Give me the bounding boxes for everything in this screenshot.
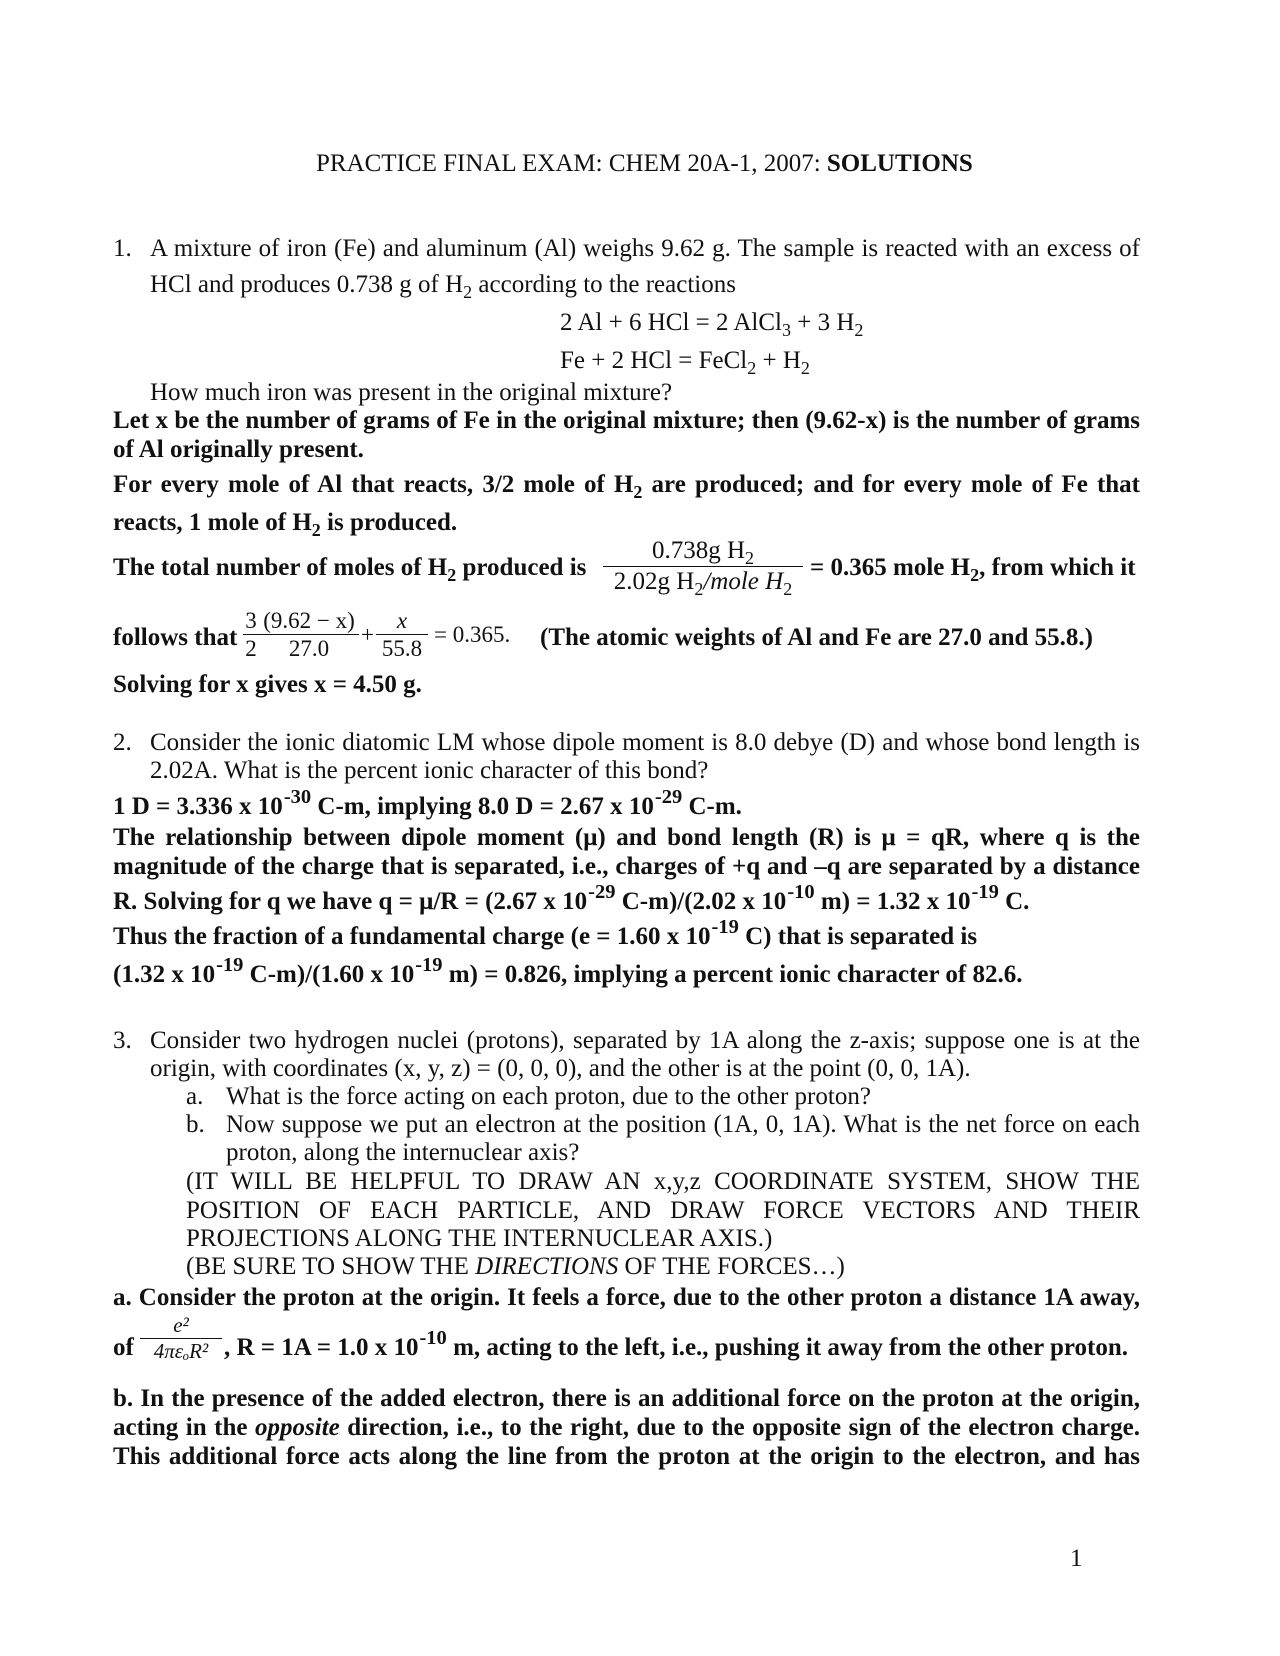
fraction-coulomb-force: e² 4πεₒR² <box>140 1313 222 1364</box>
q3-part-a-text: What is the force acting on each proton, due to the other proton? <box>226 1083 871 1110</box>
q2-answer-line-1: 1 D = 3.336 x $10^{-30}$ C-m, implying 8.0 D = 2.67 x $10^{-29}$ C-m. <box>113 785 742 820</box>
q3-line-2: origin, with coordinates (x, y, z) = (0, 0, 0), and the other is at the point (0, 0, 1A). <box>150 1055 971 1082</box>
q3-line-1: Consider two hydrogen nuclei (protons), separated by 1A along the z-axis; suppose one is at the <box>150 1027 1140 1054</box>
eq-frac-fe: $\frac{x}{55.8}$ <box>376 607 428 662</box>
q2-number: 2. <box>113 729 132 756</box>
q2-line-2: 2.02A. What is the percent ionic character of this bond? <box>150 757 709 784</box>
eq-frac-three-halves: $\frac{3}{2}$ <box>243 607 259 662</box>
q1-atomic-weights: (The atomic weights of Al and Fe are 27.0 and 55.8.) <box>540 624 1093 651</box>
q1-line-2: HCl and produces 0.738 g of $H_2$ according to the reactions <box>150 271 736 302</box>
q3-note-line-3: PROJECTIONS ALONG THE INTERNUCLEAR AXIS.) <box>186 1225 773 1252</box>
q3-number: 3. <box>113 1027 132 1054</box>
q2-answer-line-5: Thus the fraction of a fundamental charge (e = 1.60 x $10^{-19}$ C) that is separated is <box>113 915 978 950</box>
q3-answer-a-of: of <box>113 1334 134 1361</box>
q3-part-a-label: a. <box>186 1083 204 1110</box>
q3-answer-a-line-2: , R = 1A = 1.0 x $10^{-10}$ m, acting to the left, i.e., pushing it away from the other proton. <box>224 1326 1129 1361</box>
q3-part-b-line-1: Now suppose we put an electron at the position (1A, 0, 1A). What is the net force on each <box>226 1111 1140 1138</box>
q3-note-line-1: (IT WILL BE HELPFUL TO DRAW AN x,y,z COORDINATE SYSTEM, SHOW THE <box>186 1168 1140 1195</box>
q1-answer-moles: The total number of moles of $H_2$ produced is <box>113 554 587 585</box>
q3-answer-b-line-3: This additional force acts along the line from the proton at the origin to the electron, and has <box>113 1443 1140 1470</box>
q1-follows-that: follows that <box>113 624 238 651</box>
title-solutions: SOLUTIONS <box>826 150 973 177</box>
title-text: PRACTICE FINAL EXAM: CHEM 20A-1, 2007: <box>316 150 821 177</box>
q3-note-line-4: (BE SURE TO SHOW THE DIRECTIONS OF THE FORCES…) <box>186 1253 845 1280</box>
q1-answer-line-3: For every mole of Al that reacts, 3/2 mole of $H_2$ are produced; and for every mole of Fe that <box>113 471 1141 502</box>
eq-frac-al: $\frac{(9.62 - x)}{27.0}$ <box>259 607 359 662</box>
q1-answer-moles-result: = 0.365 mole $H_2$, from which it <box>810 554 1136 585</box>
q1-line-1: A mixture of iron (Fe) and aluminum (Al) weighs 9.62 g. The sample is reacted with an excess of <box>150 235 1140 262</box>
q1-equation: $\frac{3}{2}$ $\frac{(9.62 - x)}{27.0}$ + $\frac{x}{55.8}$ = 0.365. <box>243 607 510 662</box>
q1-number: 1. <box>113 235 132 262</box>
q1-answer-line-4: reacts, 1 mole of $H_2$ is produced. <box>113 509 458 540</box>
q3-answer-b-line-2: acting in the opposite direction, i.e., to the right, due to the opposite sign of the electron charge. <box>113 1414 1141 1441</box>
q3-part-b-label: b. <box>186 1111 205 1138</box>
q2-answer-line-4: R. Solving for q we have q = μ/R = (2.67 x $10^{-29}$ C-m)/(2.02 x $10^{-10}$ m) = 1.32 x $10^{-19}$ C. <box>113 880 1030 915</box>
q3-answer-a-line-1: a. Consider the proton at the origin. It feels a force, due to the other proton a distance 1A away, <box>113 1284 1140 1311</box>
q2-line-1: Consider the ionic diatomic LM whose dipole moment is 8.0 debye (D) and whose bond length is <box>150 729 1140 756</box>
page-number: 1 <box>1070 1545 1083 1572</box>
reaction-al: 2 Al + 6 HCl = 2 AlCl$_3$ + 3 $H_2$ <box>560 309 864 340</box>
q1-solution: Solving for x gives x = 4.50 g. <box>113 671 422 698</box>
q3-part-b-line-2: proton, along the internuclear axis? <box>226 1139 580 1166</box>
q3-note-line-2: POSITION OF EACH PARTICLE, AND DRAW FORCE VECTORS AND THEIR <box>186 1197 1140 1224</box>
q1-answer-line-1: Let x be the number of grams of Fe in the original mixture; then (9.62-x) is the number of grams <box>113 407 1140 434</box>
q3-answer-b-line-1: b. In the presence of the added electron, there is an additional force on the proton at the origin, <box>113 1385 1140 1412</box>
q1-question: How much iron was present in the original mixture? <box>150 379 673 406</box>
q2-answer-line-2: The relationship between dipole moment (μ) and bond length (R) is μ = qR, where q is the <box>113 824 1140 851</box>
q1-answer-line-2: of Al originally present. <box>113 436 364 463</box>
fraction-moles-h2: 0.738g $H_2$ 2.02g $H_2$/mole $H_2$ <box>603 536 803 597</box>
q2-answer-line-6: (1.32 x $10^{-19}$ C-m)/(1.60 x $10^{-19}$ m) = 0.826, implying a percent ionic character of 82.6. <box>113 953 1023 988</box>
q2-answer-line-3: magnitude of the charge that is separated, i.e., charges of +q and –q are separated by a distance <box>113 853 1140 880</box>
reaction-fe: Fe + 2 HCl = FeCl$_2$ + $H_2$ <box>560 347 810 378</box>
page-title <box>316 149 973 179</box>
